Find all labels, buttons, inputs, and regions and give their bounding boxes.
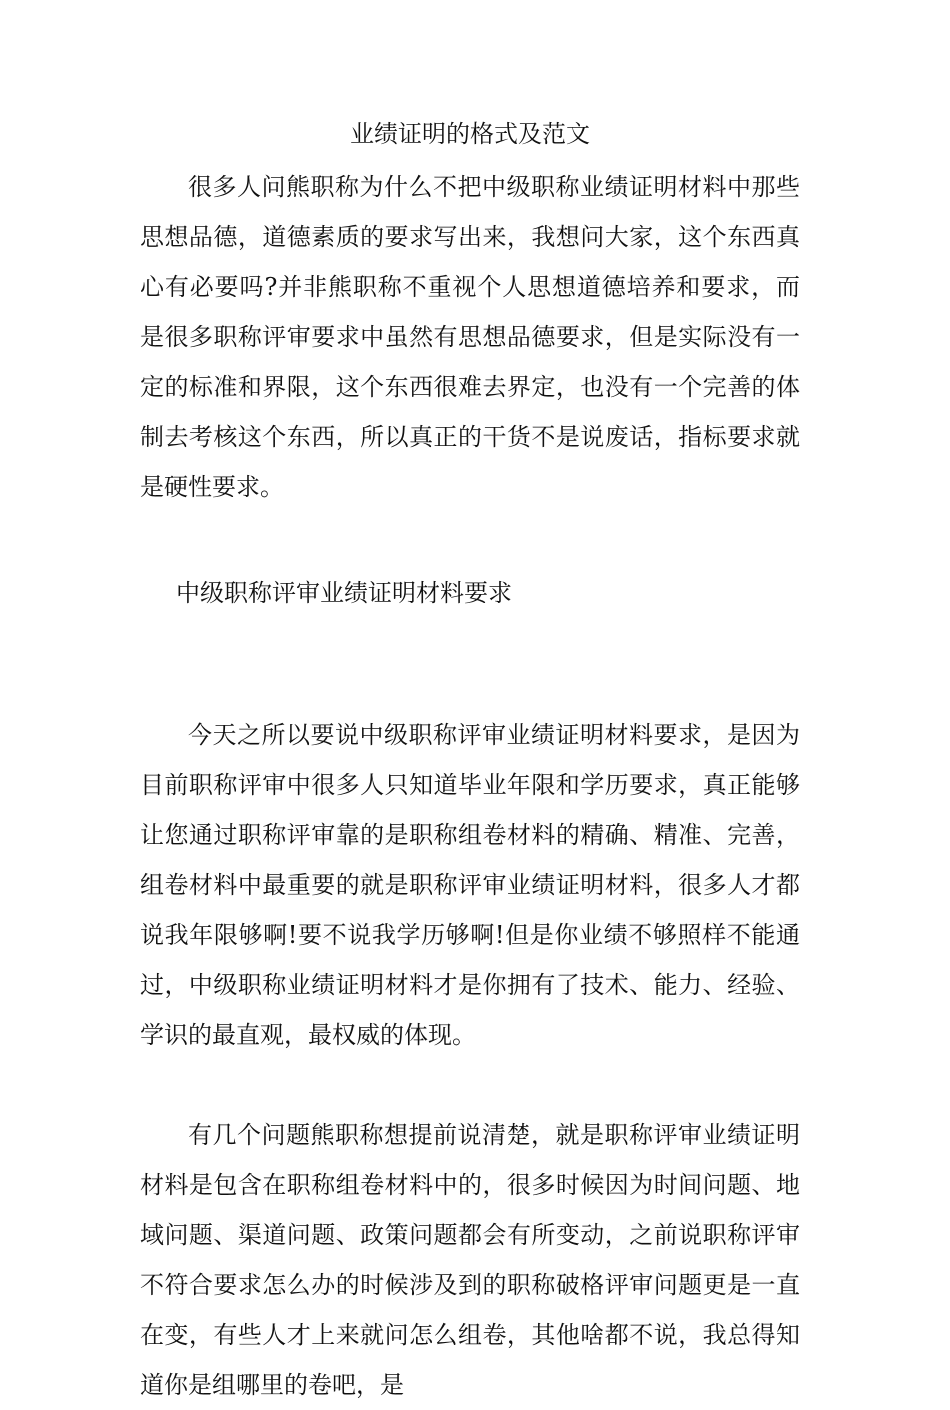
intro-paragraph: 很多人问熊职称为什么不把中级职称业绩证明材料中那些思想品德，道德素质的要求写出来，我想问大家，这个东西真心有必要吗?并非熊职称不重视个人思想道德培养和要求，而是很多职称评审要求中虽然有思想品德要求，但是实际没有一定的标准和界限，这个东西很难去界定，也没有一个完善的体制去考核这个东西，所以真正的干货不是说废话，指标要求就是硬性要求。 (140, 173, 800, 501)
document-title: 业绩证明的格式及范文 (350, 120, 590, 148)
document-body (140, 112, 800, 1410)
requirements-paragraph: 今天之所以要说中级职称评审业绩证明材料要求，是因为目前职称评审中很多人只知道毕业年限和学历要求，真正能够让您通过职称评审靠的是职称组卷材料的精确、精准、完善，组卷材料中最重要的就是职称评审业绩证明材料，很多人才都说我年限够啊!要不说我学历够啊!但是你业绩不够照样不能通过，中级职称业绩证明材料才是你拥有了技术、能力、经验、学识的最直观，最权威的体现。 (140, 721, 800, 1049)
section-heading: 中级职称评审业绩证明材料要求 (176, 579, 512, 607)
issues-paragraph: 有几个问题熊职称想提前说清楚，就是职称评审业绩证明材料是包含在职称组卷材料中的，很多时候因为时间问题、地域问题、渠道问题、政策问题都会有所变动，之前说职称评审不符合要求怎么办的时候涉及到的职称破格评审问题更是一直在变，有些人才上来就问怎么组卷，其他啥都不说，我总得知道你是组哪里的卷吧，是 (140, 1121, 800, 1399)
